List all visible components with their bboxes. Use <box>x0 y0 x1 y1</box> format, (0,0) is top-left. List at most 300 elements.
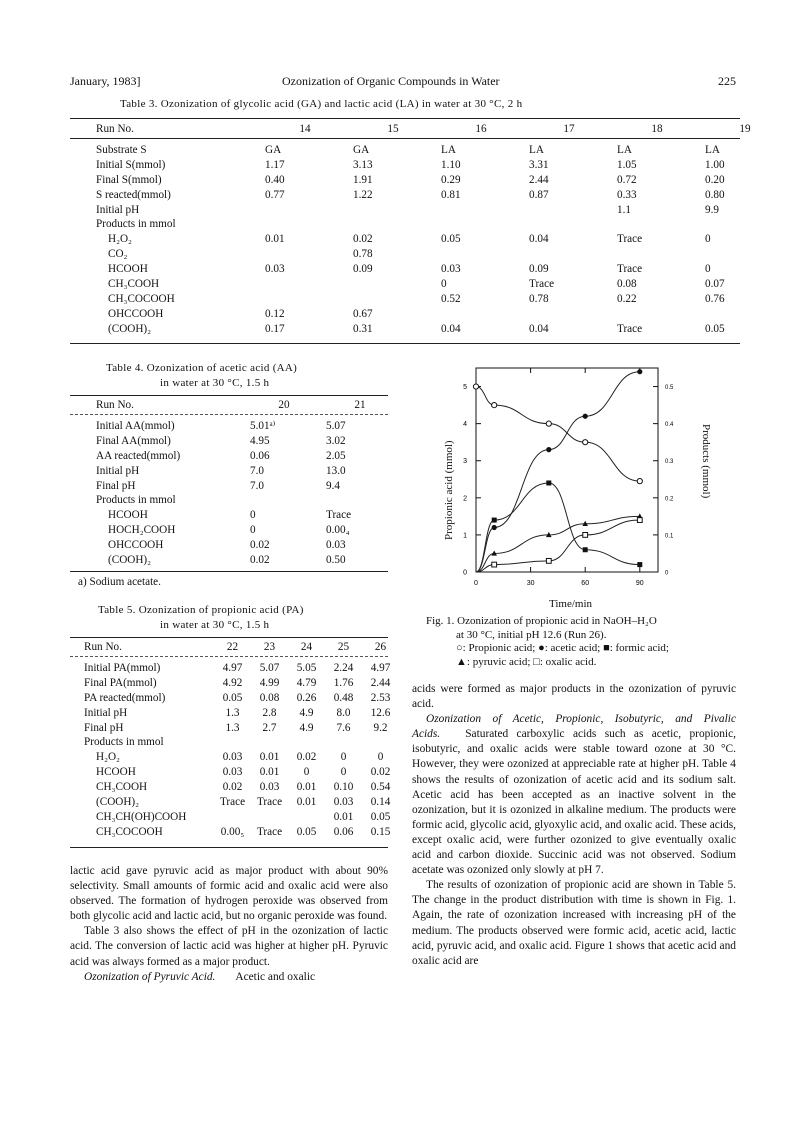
table3-column-header: 14 <box>299 123 311 135</box>
table5-row <box>84 825 399 840</box>
table5-cell: 2.8 <box>262 706 277 719</box>
table3-row <box>96 322 789 337</box>
table3-cell: Trace <box>617 322 643 335</box>
table5-row <box>84 735 399 750</box>
table4-cell: 0.00₄ <box>326 524 350 537</box>
table3-cell: 0.03 <box>265 263 285 276</box>
propionic-acid-point <box>492 402 497 407</box>
y-right-tick-label: 0.4 <box>665 422 674 429</box>
table3-cell: 1.10 <box>441 158 461 171</box>
table3-cell <box>525 203 613 218</box>
table5-cell <box>362 735 399 750</box>
table3-cell <box>525 247 613 262</box>
formic-acid-point <box>637 562 642 567</box>
acetic-acid-point <box>583 414 588 419</box>
table3-cell: LA <box>705 143 720 156</box>
table5-cell: 4.97 <box>370 661 391 674</box>
table5-cell: 5.07 <box>259 661 280 674</box>
table3-cell: 0.05 <box>705 322 725 335</box>
table3-cell <box>701 247 789 262</box>
table4-cell: 3.02 <box>326 434 346 447</box>
table5-cell <box>214 735 251 750</box>
table5-cell: 0 <box>303 766 310 779</box>
table3-cell: 3.31 <box>529 158 549 171</box>
acetic-acid-point <box>546 447 551 452</box>
table4-row <box>96 538 398 553</box>
table3-cell: 0.04 <box>529 322 549 335</box>
table3-row-label: OHCCOOH <box>108 307 164 320</box>
table5-cell: 0.01 <box>296 796 317 809</box>
page-number: 225 <box>718 74 736 88</box>
table3-row-label: Products in mmol <box>96 218 176 231</box>
table5-row-label: CH₃CH(OH)COOH <box>96 810 187 823</box>
table3-row-label: CO₂ <box>108 248 128 261</box>
table5-cell: 0.01 <box>296 781 317 794</box>
y-right-tick-label: 0.3 <box>665 459 674 466</box>
table4-row <box>96 449 398 464</box>
table3-cell <box>349 292 437 307</box>
table4-caption-line2: in water at 30 °C, 1.5 h <box>160 377 270 389</box>
table3-cell: 0 <box>705 263 711 276</box>
table3-cell: 0.87 <box>529 188 549 201</box>
table5-cell: 9.2 <box>373 721 388 734</box>
table3-cell: 0.67 <box>353 307 373 320</box>
table4-cell: 0.50 <box>326 554 346 567</box>
x-tick-label: 0 <box>474 580 478 587</box>
left-paragraph-1: lactic acid gave pyruvic acid as major product with about 90% selectivity. Small amounts of formic acid and oxalic acid were also observed. The formation of hydrogen peroxide was observed from both glycolic acid and lactic acid, but no organic peroxide was found. <box>70 865 388 923</box>
formic-acid-point <box>583 547 588 552</box>
table5-row-label: HCOOH <box>96 766 136 779</box>
table3-row-label: Initial pH <box>96 203 140 216</box>
table3-cell: 1.91 <box>353 173 373 186</box>
table5-cell: 0.08 <box>259 691 280 704</box>
table4-bottom-rule <box>70 571 388 572</box>
table4-cell: 0 <box>250 524 256 537</box>
table3-row-label: HCOOH <box>108 263 148 276</box>
table3-cell: Trace <box>529 278 555 291</box>
table5-cell: 12.6 <box>370 706 391 719</box>
figure-caption <box>426 615 669 669</box>
table4-top-rule <box>70 395 388 396</box>
figure-1-chart <box>448 362 728 614</box>
left-paragraph-2: Table 3 also shows the effect of pH in the ozonization of lactic acid. The conversion of lactic acid was higher at higher pH. Pyruvic acid was always formed as a major product. <box>70 925 388 968</box>
table3-cell: 0.20 <box>705 173 725 186</box>
table5-cell: 7.6 <box>336 721 351 734</box>
table5-cell: 1.3 <box>225 721 240 734</box>
table3 <box>96 122 789 337</box>
table4-cell: 0.06 <box>250 449 270 462</box>
table4-row-label: OHCCOOH <box>108 539 164 552</box>
table3-cell: 0.72 <box>617 173 637 186</box>
table5-row-label: Initial PA(mmol) <box>84 661 161 674</box>
table3-cell: 0.07 <box>705 278 725 291</box>
table3-header-label: Run No. <box>96 123 134 135</box>
table5-cell: 1.3 <box>225 706 240 719</box>
table3-cell: 0.12 <box>265 307 285 320</box>
table4-row-label: (COOH)₂ <box>108 554 152 567</box>
propionic-acid-point <box>473 384 478 389</box>
table5-cell: 2.53 <box>370 691 391 704</box>
table3-cell: Trace <box>617 233 643 246</box>
table3-cell: 1.00 <box>705 158 725 171</box>
table3-cell: GA <box>265 143 282 156</box>
table4-row <box>96 434 398 449</box>
table5-cell: 0.05 <box>222 691 243 704</box>
table5-column-header: 22 <box>226 641 239 653</box>
table3-caption: Table 3. Ozonization of glycolic acid (GA) and lactic acid (LA) in water at 30 °C, 2 h <box>120 98 523 110</box>
y-left-tick-label: 0 <box>463 569 467 577</box>
table4-row-label: Initial AA(mmol) <box>96 419 175 432</box>
table5-caption-line1: Table 5. Ozonization of propionic acid (PA) <box>98 604 304 616</box>
table3-cell: 0.03 <box>441 263 461 276</box>
table3-cell: 0.22 <box>617 292 637 305</box>
table3-column-header: 19 <box>739 123 751 135</box>
table3-cell <box>261 247 349 262</box>
table3-cell <box>349 277 437 292</box>
table4-row-label: HOCH₂COOH <box>108 524 176 537</box>
table4-cell: 5.01ᵃ⁾ <box>250 419 276 432</box>
table3-cell: 0.40 <box>265 173 285 186</box>
table5-cell: 0.01 <box>259 766 280 779</box>
table4-cell: 7.0 <box>250 479 264 492</box>
table4-row <box>96 479 398 494</box>
table3-row <box>96 217 789 232</box>
table3-cell: 1.22 <box>353 188 373 201</box>
table3-row <box>96 307 789 322</box>
table5-row <box>84 661 399 676</box>
left-column-text <box>70 864 388 985</box>
table4-cell: Trace <box>326 509 352 522</box>
oxalic-acid-point <box>546 558 551 563</box>
table5-row <box>84 765 399 780</box>
table3-row <box>96 143 789 158</box>
table3-cell: 3.13 <box>353 158 373 171</box>
right-paragraph-3: The results of ozonization of propionic acid are shown in Table 5. The change in the product distribution with time is shown in Fig. 1. Again, the rate of ozonization increased with increasing pH of the medium. The products observed were formic acid, acetic acid, lactic acid, pyruvic acid, and oxalic acid. Figure 1 shows that acetic acid and oxalic acid are <box>412 879 736 967</box>
table5-row-label: Products in mmol <box>84 736 164 749</box>
table3-column-header: 15 <box>387 123 399 135</box>
table5-row <box>84 691 399 706</box>
propionic-acid-point <box>546 421 551 426</box>
table3-cell: LA <box>617 143 632 156</box>
table3-cell <box>437 217 525 232</box>
oxalic-acid-point <box>492 562 497 567</box>
table5-cell: 0.01 <box>259 751 280 764</box>
table3-cell: 0.78 <box>529 292 549 305</box>
table3-cell: 0.08 <box>617 278 637 291</box>
table3-cell: 1.1 <box>617 203 631 216</box>
table3-cell <box>437 307 525 322</box>
table3-cell: LA <box>441 143 456 156</box>
table3-cell: 0.77 <box>265 188 285 201</box>
table3-row-label: CH₃COCOOH <box>108 292 175 305</box>
table5-row-label: CH₃COOH <box>96 781 148 794</box>
table5-cell: 2.7 <box>262 721 277 734</box>
table4-cell: 4.95 <box>250 434 270 447</box>
table5-cell: 0 <box>340 766 347 779</box>
table3-cell <box>701 217 789 232</box>
table3-row <box>96 292 789 307</box>
table3-row <box>96 173 789 188</box>
x-tick-label: 90 <box>635 580 644 587</box>
acids-heading: Ozonization of Acetic, Propionic, Isobutyric, and Pivalic Acids. <box>412 713 736 741</box>
table3-cell <box>261 277 349 292</box>
table5-cell <box>214 810 251 825</box>
y-right-tick-label: 0.2 <box>665 496 674 503</box>
table5-row <box>84 810 399 825</box>
table5-column-header: 26 <box>374 641 387 653</box>
table3-header-row <box>96 122 789 143</box>
table5-caption-line2: in water at 30 °C, 1.5 h <box>160 619 270 631</box>
table3-row-label: (COOH)₂ <box>108 322 152 335</box>
table3-row <box>96 232 789 247</box>
table4-header-row <box>96 398 398 419</box>
table3-row <box>96 277 789 292</box>
table5-cell: Trace <box>256 796 283 809</box>
table5-column-header: 23 <box>263 641 276 653</box>
table5-cell: 0.54 <box>370 781 391 794</box>
table3-row-label: H₂O₂ <box>108 233 132 246</box>
y-right-tick-label: 0.5 <box>665 385 674 392</box>
table3-row-label: S reacted(mmol) <box>96 188 171 201</box>
table5 <box>84 640 399 840</box>
table5-cell: 0.06 <box>333 825 354 838</box>
table3-cell: LA <box>529 143 544 156</box>
table3-cell <box>701 307 789 322</box>
table3-cell: 1.05 <box>617 158 637 171</box>
plot-frame <box>476 368 658 572</box>
table3-bottom-rule <box>70 343 740 344</box>
table5-cell: 4.92 <box>222 676 243 689</box>
table3-cell <box>525 217 613 232</box>
acetic-acid-point <box>492 525 497 530</box>
table4-cell: 0.03 <box>326 539 346 552</box>
table3-cell: 0.04 <box>441 322 461 335</box>
figure-caption-line-1: Fig. 1. Ozonization of propionic acid in NaOH–H₂O <box>426 615 657 627</box>
table3-cell <box>437 247 525 262</box>
table5-row-label: Final PA(mmol) <box>84 676 157 689</box>
table5-cell: 0 <box>340 751 347 764</box>
running-header-title: Ozonization of Organic Compounds in Water <box>282 74 500 88</box>
table5-cell: 1.76 <box>333 676 354 689</box>
table3-cell: 0.76 <box>705 292 725 305</box>
y-left-tick-label: 4 <box>463 421 467 429</box>
oxalic-acid-point <box>583 533 588 538</box>
y-right-tick-label: 0.1 <box>665 533 674 540</box>
table4-row-label: Products in mmol <box>96 494 176 507</box>
table3-row-label: CH₃COOH <box>108 278 160 291</box>
table5-row <box>84 750 399 765</box>
table3-cell: 0 <box>441 278 447 291</box>
table5-cell <box>325 735 362 750</box>
propionic-acid-curve <box>476 387 640 482</box>
table5-cell: Trace <box>256 825 283 838</box>
table4-caption-line1: Table 4. Ozonization of acetic acid (AA) <box>106 362 298 374</box>
table5-cell: 2.24 <box>333 661 354 674</box>
table3-top-rule <box>70 118 740 119</box>
table4-row <box>96 464 398 479</box>
table4-row <box>96 523 398 538</box>
table5-cell: 4.9 <box>299 706 314 719</box>
table3-row-label: Initial S(mmol) <box>96 158 166 171</box>
table5-cell: 4.97 <box>222 661 243 674</box>
table5-cell: 4.79 <box>296 676 317 689</box>
x-axis-label: Time/min <box>549 598 592 610</box>
table3-cell <box>261 292 349 307</box>
table5-cell: Trace <box>219 796 246 809</box>
table3-row <box>96 188 789 203</box>
table3-cell: 0.33 <box>617 188 637 201</box>
table3-cell: 0.17 <box>265 322 285 335</box>
acetic-acid-curve <box>476 372 640 572</box>
y-left-tick-label: 3 <box>463 458 467 466</box>
table3-cell: 0.02 <box>353 233 373 246</box>
table4-row-label: Initial pH <box>96 464 140 477</box>
right-paragraph-2 <box>412 712 736 878</box>
table3-cell <box>613 217 701 232</box>
table5-row-label: H₂O₂ <box>96 751 120 764</box>
table5-bottom-rule <box>70 847 388 848</box>
table5-cell: 0.10 <box>333 781 354 794</box>
table5-cell: 0.14 <box>370 796 391 809</box>
table5-column-header: 25 <box>337 641 350 653</box>
table5-row <box>84 780 399 795</box>
table5-cell: 0.15 <box>370 825 391 838</box>
table4 <box>96 398 398 568</box>
table5-cell <box>288 735 325 750</box>
x-tick-label: 60 <box>581 580 590 587</box>
table5-cell: 4.99 <box>259 676 280 689</box>
table5-row-label: Final pH <box>84 721 124 734</box>
table4-cell: 0.02 <box>250 554 270 567</box>
table4-row <box>96 553 398 568</box>
table4-row-label: Final pH <box>96 479 136 492</box>
table3-cell: 0 <box>705 233 711 246</box>
right-axis-label: Products (mmol) <box>700 424 712 499</box>
left-axis-label: Propionic acid (mmol) <box>443 440 455 540</box>
table3-cell: 0.81 <box>441 188 461 201</box>
table5-row <box>84 795 399 810</box>
table4-row <box>96 419 398 434</box>
table3-cell: 0.01 <box>265 233 285 246</box>
table4-column-header: 20 <box>278 399 290 411</box>
table5-cell: 0.02 <box>296 751 317 764</box>
table5-cell: 0.03 <box>222 751 243 764</box>
y-left-tick-label: 5 <box>463 384 467 392</box>
table5-cell: 2.44 <box>370 676 391 689</box>
formic-acid-point <box>492 518 497 523</box>
table5-row-label: CH₃COCOOH <box>96 825 163 838</box>
table3-cell: 1.17 <box>265 158 285 171</box>
table5-cell: 8.0 <box>336 706 351 719</box>
table4-cell: 13.0 <box>326 464 346 477</box>
table3-cell <box>261 203 349 218</box>
oxalic-acid-point <box>637 518 642 523</box>
y-left-tick-label: 1 <box>463 532 467 540</box>
table4-header-label: Run No. <box>96 399 134 411</box>
table5-cell <box>251 810 288 825</box>
table5-cell: 0.01 <box>333 810 354 823</box>
table3-row <box>96 262 789 277</box>
table4-cell <box>246 493 322 508</box>
table5-cell: 0.03 <box>259 781 280 794</box>
acetic-acid-point <box>637 369 642 374</box>
table3-cell <box>437 203 525 218</box>
figure-caption-line-2: at 30 °C, initial pH 12.6 (Run 26). <box>456 628 607 641</box>
table4-cell: 5.07 <box>326 419 346 432</box>
y-right-tick-label: 0 <box>665 570 669 577</box>
table4-cell <box>322 493 398 508</box>
table5-cell: 0.02 <box>370 766 391 779</box>
y-left-tick-label: 2 <box>463 495 467 503</box>
table4-cell: 0 <box>250 509 256 522</box>
table4-column-header: 21 <box>354 399 366 411</box>
table5-cell: 0.26 <box>296 691 317 704</box>
table4-row <box>96 493 398 508</box>
table3-column-header: 16 <box>475 123 487 135</box>
table3-cell <box>349 203 437 218</box>
table5-row <box>84 721 399 736</box>
table3-cell: 0.80 <box>705 188 725 201</box>
table4-row-label: HCOOH <box>108 509 148 522</box>
table3-cell: Trace <box>617 263 643 276</box>
table5-cell: 0.03 <box>222 766 243 779</box>
table3-cell: 0.04 <box>529 233 549 246</box>
table4-cell: 7.0 <box>250 464 264 477</box>
table3-cell: 0.09 <box>529 263 549 276</box>
table3-cell: GA <box>353 143 370 156</box>
table3-cell: 0.05 <box>441 233 461 246</box>
table5-cell: 0.02 <box>222 781 243 794</box>
table3-cell <box>525 307 613 322</box>
table5-cell <box>288 810 325 825</box>
running-header-left: January, 1983] <box>70 74 141 88</box>
table5-cell: 0.00₅ <box>220 825 245 838</box>
pyruvic-text: Acetic and oxalic <box>235 970 316 983</box>
table5-cell: 0.05 <box>296 825 317 838</box>
table5-row-label: (COOH)₂ <box>96 796 140 809</box>
pyruvic-heading: Ozonization of Pyruvic Acid. <box>84 970 216 983</box>
table5-row <box>84 706 399 721</box>
table4-cell: 2.05 <box>326 449 346 462</box>
table5-column-header: 24 <box>300 641 313 653</box>
propionic-acid-point <box>637 479 642 484</box>
table3-row-label: Substrate S <box>96 143 147 156</box>
table4-cell: 9.4 <box>326 479 340 492</box>
table5-cell: 4.9 <box>299 721 314 734</box>
table5-cell <box>251 735 288 750</box>
table5-cell: 0.03 <box>333 796 354 809</box>
table5-header-label: Run No. <box>84 641 122 653</box>
propionic-acid-point <box>583 440 588 445</box>
table4-row-label: Final AA(mmol) <box>96 434 171 447</box>
table3-row <box>96 203 789 218</box>
x-tick-label: 30 <box>526 580 535 587</box>
table5-row <box>84 676 399 691</box>
table5-cell: 0.48 <box>333 691 354 704</box>
table3-cell: 0.52 <box>441 292 461 305</box>
table3-cell <box>349 217 437 232</box>
table3-cell: 0.31 <box>353 322 373 335</box>
figure-caption-line-3: ○: Propionic acid; ●: acetic acid; ■: formic acid; <box>456 642 669 654</box>
table4-footnote: a) Sodium acetate. <box>78 576 161 588</box>
pyruvic-acid-curve <box>476 516 640 572</box>
table3-cell: 0.29 <box>441 173 461 186</box>
left-paragraph-3 <box>70 970 388 985</box>
table5-row-label: PA reacted(mmol) <box>84 691 166 704</box>
table3-cell <box>613 247 701 262</box>
acids-text: Saturated carboxylic acids such as acetic, propionic, isobutyric, and oxalic acids were stable toward ozone at 30 °C. However, they were ozonized at appreciable rate at higher pH. Table 4 shows the results of ozonization of acetic acid and its sodium salt. Acetic acid has been accepted as an inactive solvent in the ozonization, but it is ozonized in alkaline medium. The products were formic acid, glycolic acid, glyoxylic acid, and oxalic acid. These acids, except oxalic acid, were further ozonized to give eventually oxalic acid and carbon dioxide. Succinic acid was not observed. Sodium acetate was ozonized only slowly at pH 7. <box>412 728 736 877</box>
table3-cell: 9.9 <box>705 203 719 216</box>
